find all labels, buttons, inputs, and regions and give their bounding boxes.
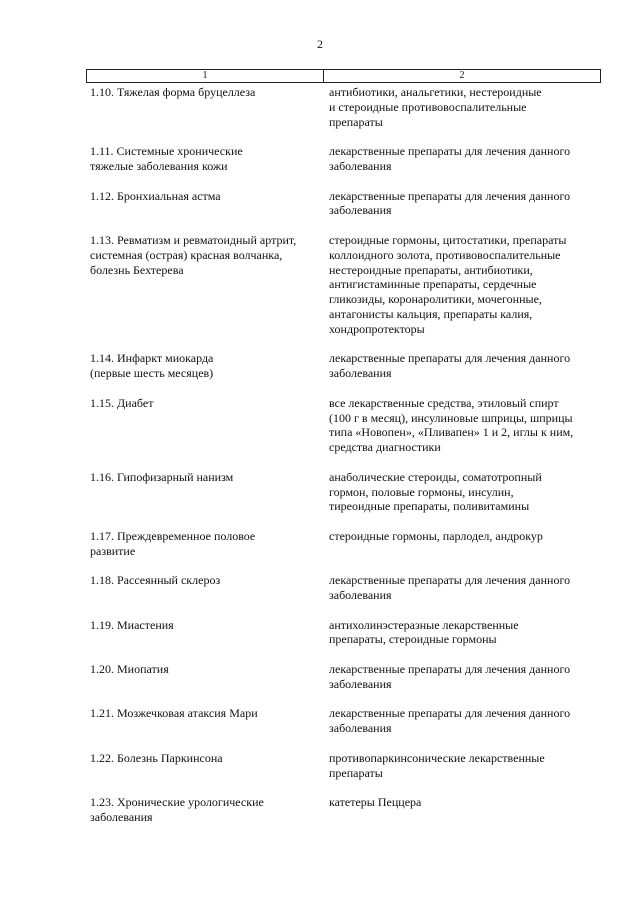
disease-line: болезнь Бехтерева <box>90 262 184 277</box>
medication-line: лекарственные препараты для лечения данного <box>329 662 571 677</box>
column-number-2: 2 <box>459 70 465 81</box>
table-row <box>90 396 600 455</box>
disease-cell <box>90 706 329 736</box>
table-row <box>90 751 600 781</box>
medication-line: лекарственные препараты для лечения данного <box>329 188 571 203</box>
medication-line: лекарственные препараты для лечения данного <box>329 706 571 721</box>
disease-line: 1.13. Ревматизм и ревматоидный артрит, <box>90 232 297 247</box>
medication-cell <box>329 618 599 648</box>
medication-line: лекарственные препараты для лечения данного <box>329 573 571 588</box>
medication-line: тиреоидные препараты, поливитамины <box>329 499 530 514</box>
disease-line: развитие <box>90 543 136 558</box>
medication-line: и стероидные противовоспалительные <box>329 99 527 114</box>
table-row <box>90 529 600 559</box>
disease-line: 1.12. Бронхиальная астма <box>90 188 221 203</box>
medication-line: все лекарственные средства, этиловый спирт <box>329 395 559 410</box>
medication-line: гормон, половые гормоны, инсулин, <box>329 484 514 499</box>
medication-line: лекарственные препараты для лечения данного <box>329 144 571 159</box>
table-row <box>90 573 600 603</box>
medication-line: катетеры Пеццера <box>329 795 422 810</box>
disease-cell <box>90 751 329 781</box>
table-row <box>90 189 600 219</box>
medication-line: средства диагностики <box>329 440 441 455</box>
medication-cell <box>329 573 599 603</box>
medication-line: заболевания <box>329 588 392 603</box>
table-row <box>90 470 600 514</box>
page-number: 2 <box>317 37 323 51</box>
medication-cell <box>329 85 599 129</box>
table-row <box>90 233 600 337</box>
medication-line: лекарственные препараты для лечения данного <box>329 351 571 366</box>
medication-line: коллоидного золота, противовоспалительные <box>329 247 561 262</box>
table-column-header <box>86 69 601 83</box>
disease-line: 1.17. Преждевременное половое <box>90 528 256 543</box>
disease-line: 1.16. Гипофизарный нанизм <box>90 469 234 484</box>
medication-line: (100 г в месяц), инсулиновые шприцы, шприцы <box>329 410 573 425</box>
medication-cell <box>329 706 599 736</box>
medication-line: типа «Новопен», «Пливапен» 1 и 2, иглы к ним, <box>329 425 574 440</box>
medication-cell <box>329 662 599 692</box>
disease-line: заболевания <box>90 810 153 825</box>
disease-line: 1.10. Тяжелая форма бруцеллеза <box>90 85 256 99</box>
medication-line: гликозиды, коронаролитики, мочегонные, <box>329 292 542 307</box>
medication-cell <box>329 529 599 559</box>
disease-cell <box>90 795 329 825</box>
disease-line: 1.21. Мозжечковая атаксия Мари <box>90 706 258 721</box>
table-row <box>90 618 600 648</box>
medication-cell <box>329 189 599 219</box>
disease-cell <box>90 189 329 219</box>
table-row <box>90 662 600 692</box>
disease-line: 1.18. Рассеянный склероз <box>90 573 221 588</box>
medication-line: антигистаминные препараты, сердечные <box>329 277 537 292</box>
disease-cell <box>90 144 329 174</box>
disease-cell <box>90 470 329 514</box>
medication-line: хондропротекторы <box>329 321 425 336</box>
medication-cell <box>329 144 599 174</box>
medication-line: антагонисты кальция, препараты калия, <box>329 306 533 321</box>
column-number-1: 1 <box>87 70 324 82</box>
disease-line: 1.14. Инфаркт миокарда <box>90 351 214 366</box>
disease-line: 1.11. Системные хронические <box>90 144 243 159</box>
table-row <box>90 144 600 174</box>
disease-line: тяжелые заболевания кожи <box>90 158 228 173</box>
table-row <box>90 351 600 381</box>
disease-line: 1.15. Диабет <box>90 395 154 410</box>
disease-cell <box>90 233 329 337</box>
medication-line: нестероидные препараты, антибиотики, <box>329 262 533 277</box>
table-body <box>90 85 600 840</box>
medication-cell <box>329 751 599 781</box>
disease-cell <box>90 618 329 648</box>
disease-line: 1.19. Миастения <box>90 617 174 632</box>
table-row <box>90 795 600 825</box>
medication-cell <box>329 351 599 381</box>
medication-line: антибиотики, анальгетики, нестероидные <box>329 85 542 99</box>
disease-cell <box>90 573 329 603</box>
disease-cell <box>90 662 329 692</box>
medication-line: заболевания <box>329 158 392 173</box>
disease-cell <box>90 529 329 559</box>
table-row <box>90 706 600 736</box>
medication-line: стероидные гормоны, парлодел, андрокур <box>329 528 543 543</box>
disease-line: системная (острая) красная волчанка, <box>90 247 283 262</box>
disease-cell <box>90 85 329 129</box>
medication-cell <box>329 470 599 514</box>
medication-line: заболевания <box>329 721 392 736</box>
disease-cell <box>90 396 329 455</box>
medication-line: препараты <box>329 765 383 780</box>
disease-line: 1.20. Миопатия <box>90 662 169 677</box>
table-row <box>90 85 600 129</box>
medication-line: заболевания <box>329 676 392 691</box>
medication-cell <box>329 396 599 455</box>
medication-cell <box>329 795 599 825</box>
medication-line: препараты <box>329 114 383 129</box>
medication-line: противопаркинсонические лекарственные <box>329 750 545 765</box>
medication-cell <box>329 233 599 337</box>
disease-cell <box>90 351 329 381</box>
medication-line: анаболические стероиды, соматотропный <box>329 469 542 484</box>
medication-line: стероидные гормоны, цитостатики, препараты <box>329 232 567 247</box>
medication-line: антихолинэстеразные лекарственные <box>329 617 519 632</box>
medication-line: заболевания <box>329 203 392 218</box>
disease-line: 1.22. Болезнь Паркинсона <box>90 750 223 765</box>
disease-line: (первые шесть месяцев) <box>90 366 214 381</box>
disease-line: 1.23. Хронические урологические <box>90 795 264 810</box>
medication-line: препараты, стероидные гормоны <box>329 632 497 647</box>
medication-line: заболевания <box>329 366 392 381</box>
